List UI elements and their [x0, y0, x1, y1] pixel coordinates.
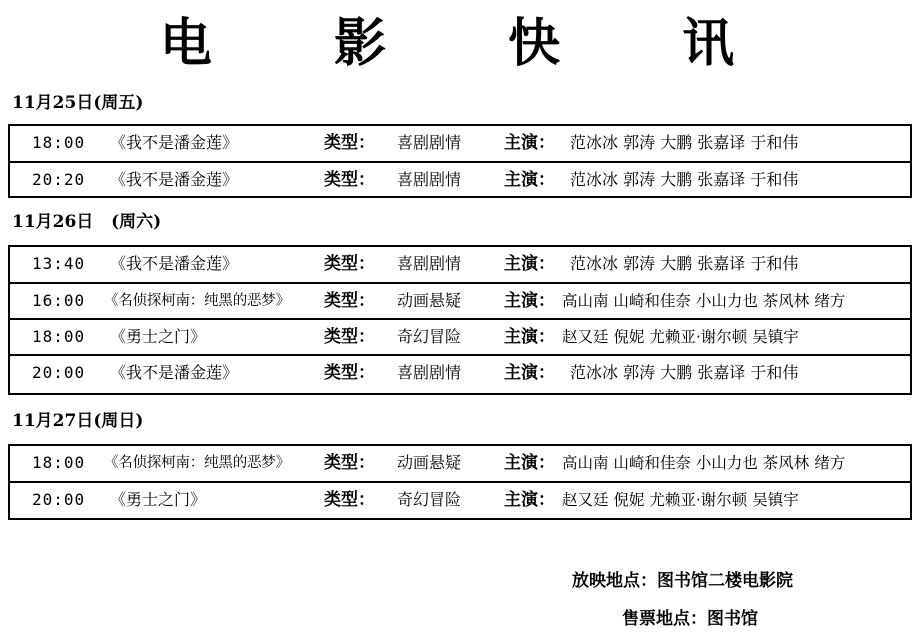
type-label: 类型： [324, 291, 375, 311]
day-heading: 11月26日 (周六) [12, 212, 162, 232]
day-heading: 11月27日(周日) [12, 411, 144, 431]
cast-label: 主演： [504, 291, 555, 311]
table-row [10, 247, 910, 282]
show-time: 20:00 [32, 490, 86, 509]
show-time: 16:00 [32, 291, 86, 310]
film-title: 《我不是潘金莲》 [110, 170, 239, 189]
film-genre: 奇幻冒险 [397, 490, 462, 509]
film-title: 《我不是潘金莲》 [110, 363, 239, 382]
day-heading: 11月25日(周五) [12, 93, 144, 113]
schedule-block [8, 444, 912, 520]
venue-info: 放映地点：图书馆二楼电影院 [572, 571, 793, 591]
show-time: 18:00 [32, 327, 86, 346]
film-cast: 赵又廷 倪妮 尤赖亚·谢尔顿 吴镇宇 [562, 491, 799, 509]
show-time: 18:00 [32, 133, 86, 152]
film-cast: 高山南 山崎和佳奈 小山力也 茶风林 绪方 [562, 292, 846, 310]
schedule-block [8, 124, 912, 198]
film-cast: 范冰冰 郭涛 大鹏 张嘉译 于和伟 [570, 133, 799, 152]
cast-label: 主演： [504, 363, 555, 383]
type-label: 类型： [324, 133, 375, 153]
film-title: 《名侦探柯南：纯黑的恶梦》 [104, 293, 290, 309]
table-row [10, 446, 910, 481]
schedule-block [8, 245, 912, 395]
show-time: 20:20 [32, 170, 86, 189]
film-cast: 范冰冰 郭涛 大鹏 张嘉译 于和伟 [570, 254, 799, 273]
film-title: 《勇士之门》 [110, 490, 207, 509]
type-label: 类型： [324, 363, 375, 383]
cast-label: 主演： [504, 170, 555, 190]
film-genre: 喜剧剧情 [397, 254, 462, 273]
film-genre: 动画悬疑 [397, 291, 462, 310]
film-genre: 动画悬疑 [397, 453, 462, 472]
film-genre: 喜剧剧情 [397, 133, 462, 152]
film-genre: 喜剧剧情 [397, 170, 462, 189]
table-row [10, 126, 910, 161]
show-time: 20:00 [32, 363, 86, 382]
film-genre: 奇幻冒险 [397, 327, 462, 346]
table-row [10, 318, 910, 354]
show-time: 13:40 [32, 254, 86, 273]
cast-label: 主演： [504, 490, 555, 510]
cast-label: 主演： [504, 254, 555, 274]
table-row [10, 161, 910, 197]
film-title: 《我不是潘金莲》 [110, 254, 239, 273]
film-cast: 高山南 山崎和佳奈 小山力也 茶风林 绪方 [562, 454, 846, 472]
film-cast: 赵又廷 倪妮 尤赖亚·谢尔顿 吴镇宇 [562, 328, 799, 346]
page-title: 电 影 快 讯 [159, 13, 787, 74]
film-title: 《名侦探柯南：纯黑的恶梦》 [104, 455, 290, 471]
type-label: 类型： [324, 490, 375, 510]
type-label: 类型： [324, 453, 375, 473]
cast-label: 主演： [504, 133, 555, 153]
table-row [10, 282, 910, 318]
film-genre: 喜剧剧情 [397, 363, 462, 382]
cast-label: 主演： [504, 453, 555, 473]
type-label: 类型： [324, 170, 375, 190]
cast-label: 主演： [504, 327, 555, 347]
type-label: 类型： [324, 254, 375, 274]
film-title: 《勇士之门》 [110, 327, 207, 346]
table-row [10, 354, 910, 390]
film-cast: 范冰冰 郭涛 大鹏 张嘉译 于和伟 [570, 170, 799, 189]
type-label: 类型： [324, 327, 375, 347]
table-row [10, 481, 910, 517]
ticket-info: 售票地点：图书馆 [622, 609, 758, 629]
show-time: 18:00 [32, 453, 86, 472]
film-cast: 范冰冰 郭涛 大鹏 张嘉译 于和伟 [570, 363, 799, 382]
film-title: 《我不是潘金莲》 [110, 133, 239, 152]
